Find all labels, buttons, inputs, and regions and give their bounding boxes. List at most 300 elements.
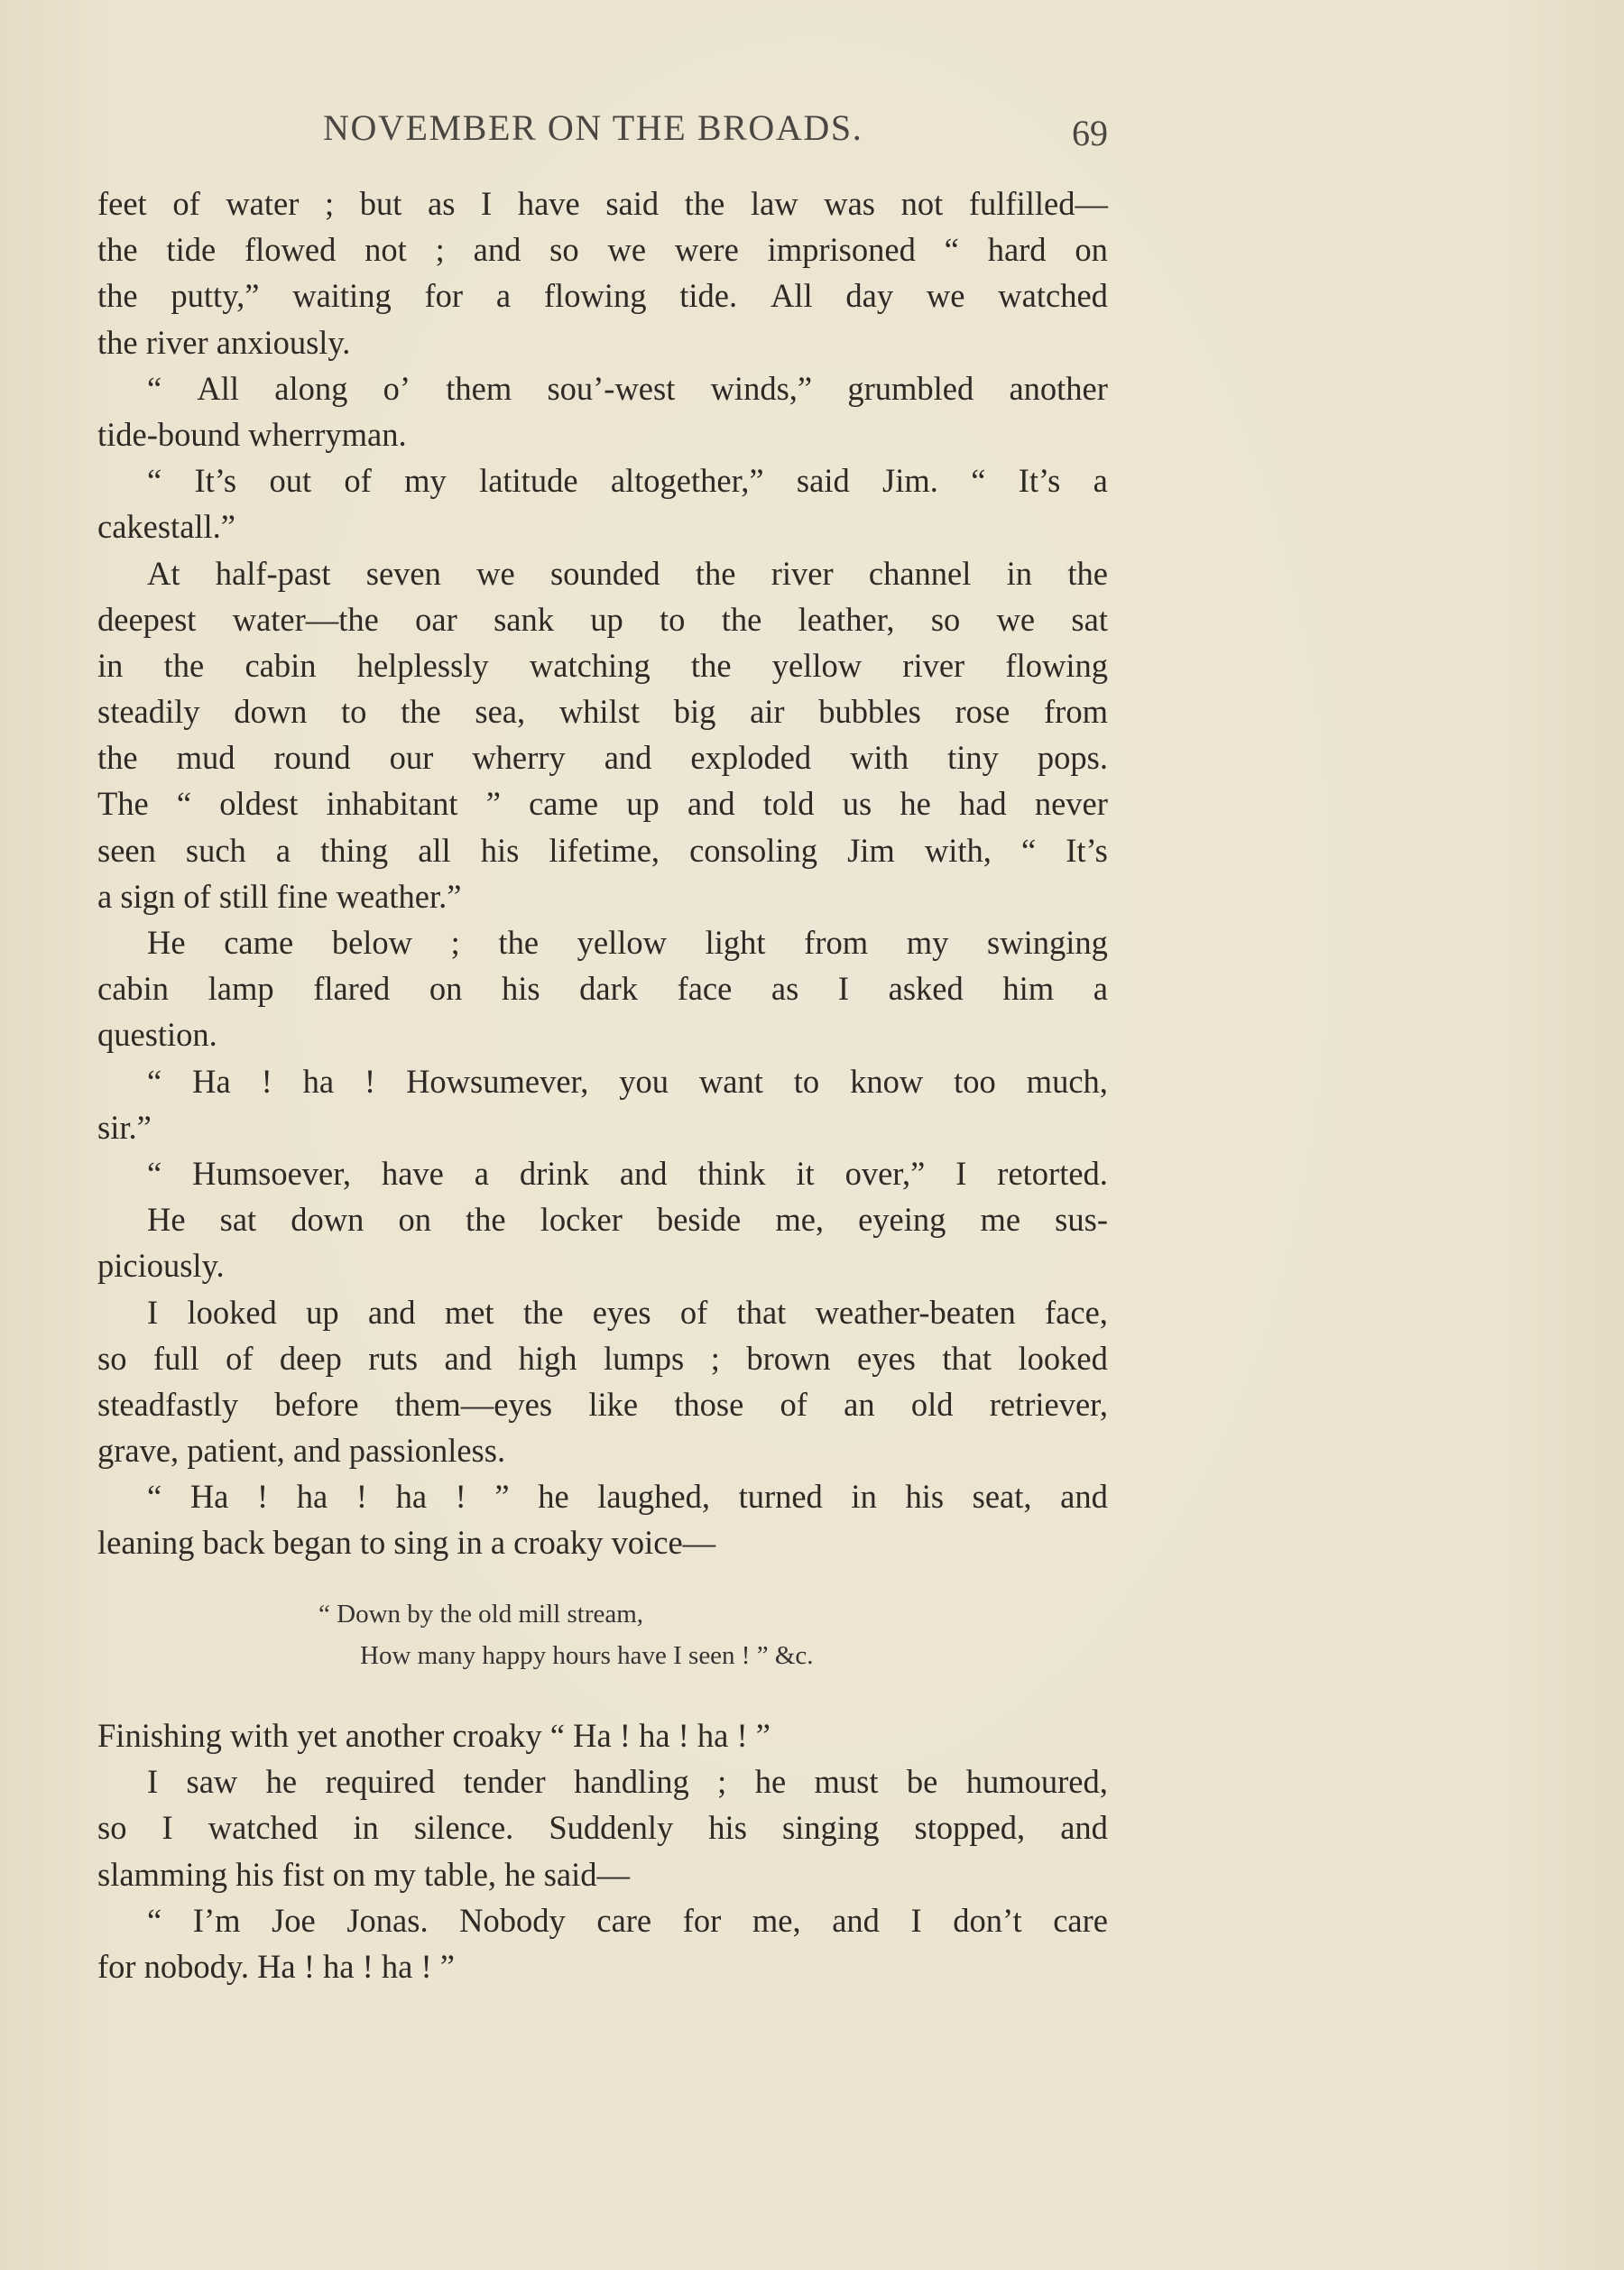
text-word: that xyxy=(736,1293,787,1331)
text-word: “ xyxy=(147,462,162,500)
text-word: cabin xyxy=(245,646,317,684)
text-word: sou’-west xyxy=(547,369,676,407)
text-word: me, xyxy=(775,1201,825,1239)
text-word: he xyxy=(265,1763,298,1801)
text-word: thing xyxy=(320,831,389,869)
main-text-block xyxy=(97,180,1108,1566)
text-word: ” xyxy=(485,785,501,823)
text-word: face, xyxy=(1045,1293,1108,1331)
text-word: the xyxy=(97,231,138,269)
text-word: Jim. xyxy=(882,462,938,500)
text-word: so xyxy=(930,600,961,638)
text-word: water xyxy=(226,185,300,222)
text-word: pops. xyxy=(1037,739,1108,777)
text-line xyxy=(97,965,1108,1011)
text-word: mud xyxy=(176,739,235,777)
text-word: ha xyxy=(296,1478,328,1516)
text-word: air xyxy=(750,693,785,731)
text-word: ; xyxy=(435,231,445,269)
text-word: seat, xyxy=(972,1478,1032,1516)
text-word: beside xyxy=(656,1201,742,1239)
text-word: we xyxy=(996,600,1036,638)
text-word: exploded xyxy=(690,739,812,777)
text-line xyxy=(97,1289,1108,1335)
text-word: were xyxy=(674,231,739,269)
text-word: have xyxy=(517,185,580,222)
text-word: and xyxy=(832,1901,880,1939)
text-word: and xyxy=(1060,1478,1108,1516)
text-word: It’s xyxy=(1018,462,1061,500)
text-word: my xyxy=(906,924,949,961)
text-word: before xyxy=(274,1385,359,1423)
text-line: piciously. xyxy=(97,1247,225,1285)
text-word: in xyxy=(1006,554,1033,592)
text-word: ” xyxy=(494,1478,510,1516)
text-word: I’m xyxy=(192,1901,241,1939)
text-word: much, xyxy=(1026,1062,1108,1100)
text-word: big xyxy=(673,693,716,731)
text-word: as xyxy=(428,185,456,222)
text-word: leather, xyxy=(798,600,895,638)
text-word: consoling xyxy=(689,831,818,869)
text-word: think xyxy=(697,1154,766,1192)
text-word: water—the xyxy=(232,600,379,638)
text-word: with xyxy=(850,739,909,777)
text-line xyxy=(97,550,1108,596)
text-line xyxy=(97,1758,1108,1804)
text-word: oldest xyxy=(219,785,299,823)
text-word: up xyxy=(306,1293,339,1331)
text-line: Finishing with yet another croaky “ Ha ! ha ! ha ! ” xyxy=(97,1717,770,1754)
text-word: we xyxy=(607,231,647,269)
text-word: I xyxy=(147,1763,159,1801)
text-word: channel xyxy=(868,554,972,592)
text-word: tender xyxy=(463,1763,546,1801)
text-word: we xyxy=(476,554,515,592)
text-word: seven xyxy=(365,554,441,592)
text-word: our xyxy=(389,739,434,777)
text-word: “ xyxy=(147,1154,162,1192)
text-line xyxy=(97,365,1108,411)
text-word: so xyxy=(97,1809,127,1847)
text-word: his xyxy=(708,1809,747,1847)
text-word: met xyxy=(444,1293,494,1331)
text-word: The xyxy=(97,785,149,823)
text-word: altogether,” xyxy=(610,462,764,500)
text-word: flowing xyxy=(543,277,647,315)
text-word: Joe xyxy=(272,1901,316,1939)
text-word: a xyxy=(474,1154,489,1192)
text-line: question. xyxy=(97,1016,217,1054)
text-line xyxy=(97,1196,1108,1242)
text-word: At xyxy=(147,554,180,592)
text-word: care xyxy=(596,1901,652,1939)
text-word: came xyxy=(224,924,294,961)
verse-line: How many happy hours have I seen ! ” &c. xyxy=(360,1641,814,1670)
text-word: my xyxy=(404,462,447,500)
text-word: “ xyxy=(147,369,162,407)
text-word: be xyxy=(906,1763,938,1801)
text-word: said xyxy=(796,462,850,500)
text-word: deep xyxy=(279,1339,342,1377)
text-line xyxy=(97,642,1108,688)
text-word: don’t xyxy=(953,1901,1022,1939)
text-word: laughed, xyxy=(597,1478,710,1516)
text-line: a sign of still fine weather.” xyxy=(97,877,462,915)
text-line: grave, patient, and passionless. xyxy=(97,1432,506,1470)
text-word: to xyxy=(660,600,686,638)
text-word: out xyxy=(269,462,312,500)
page-header xyxy=(97,106,1108,161)
text-word: the xyxy=(401,693,441,731)
text-line xyxy=(97,457,1108,503)
text-word: weather-beaten xyxy=(815,1293,1016,1331)
text-word: the xyxy=(97,739,138,777)
text-word: whilst xyxy=(558,693,641,731)
text-word: seen xyxy=(97,831,156,869)
text-word: dark xyxy=(579,970,638,1008)
text-line xyxy=(97,1473,1108,1519)
text-word: such xyxy=(185,831,246,869)
text-line: leaning back began to sing in a croaky voice— xyxy=(97,1524,716,1562)
text-word: another xyxy=(1009,369,1108,407)
text-word: for xyxy=(424,277,464,315)
text-word: I xyxy=(837,970,850,1008)
text-word: not xyxy=(364,231,407,269)
text-word: the xyxy=(690,646,732,684)
text-word: river xyxy=(770,554,834,592)
text-word: eyes xyxy=(857,1339,916,1377)
text-word: the xyxy=(522,1293,564,1331)
text-word: not xyxy=(900,185,944,222)
text-word: swinging xyxy=(987,924,1108,961)
text-word: said xyxy=(605,185,660,222)
text-word: flared xyxy=(313,970,391,1008)
text-word: silence. xyxy=(413,1809,514,1847)
text-word: old xyxy=(910,1385,954,1423)
text-word: watched xyxy=(208,1809,318,1847)
text-word: in xyxy=(851,1478,877,1516)
text-word: as xyxy=(770,970,799,1008)
text-word: and xyxy=(444,1339,493,1377)
song-quote xyxy=(318,1593,968,1676)
text-word: you xyxy=(619,1062,669,1100)
text-word: Nobody xyxy=(459,1901,566,1939)
text-word: that xyxy=(942,1339,992,1377)
text-word: me, xyxy=(752,1901,801,1939)
text-word: in xyxy=(97,646,124,684)
text-word: with, xyxy=(924,831,992,869)
text-word: “ xyxy=(1020,831,1037,869)
text-word: “ xyxy=(176,785,192,823)
text-word: over,” xyxy=(844,1154,926,1192)
text-word: locker xyxy=(540,1201,623,1239)
text-word: a xyxy=(1093,970,1108,1008)
text-line xyxy=(97,734,1108,780)
text-word: we xyxy=(926,277,965,315)
text-word: rose xyxy=(955,693,1010,731)
text-word: turned xyxy=(738,1478,823,1516)
text-word: I xyxy=(910,1901,922,1939)
text-word: face xyxy=(677,970,733,1008)
text-line xyxy=(97,1897,1108,1943)
text-word: up xyxy=(626,785,660,823)
text-word: on xyxy=(398,1201,431,1239)
text-word: asked xyxy=(888,970,964,1008)
text-word: and xyxy=(473,231,521,269)
text-word: them xyxy=(446,369,512,407)
text-word: and xyxy=(1060,1809,1108,1847)
text-word: It’s xyxy=(1066,831,1108,869)
text-word: light xyxy=(705,924,766,961)
text-word: but xyxy=(359,185,402,222)
text-word: Humsoever, xyxy=(192,1154,352,1192)
text-word: of xyxy=(172,185,200,222)
text-word: he xyxy=(754,1763,787,1801)
text-word: the xyxy=(163,646,205,684)
text-word: and xyxy=(619,1154,668,1192)
text-line: slamming his fist on my table, he said— xyxy=(97,1855,631,1893)
text-word: a xyxy=(1093,462,1108,500)
text-word: us xyxy=(842,785,872,823)
text-word: “ xyxy=(147,1062,162,1100)
text-word: law xyxy=(750,185,798,222)
text-word: retorted. xyxy=(997,1154,1108,1192)
text-word: latitude xyxy=(479,462,578,500)
text-line xyxy=(97,180,1108,226)
text-word: so xyxy=(97,1339,127,1377)
text-word: of xyxy=(344,462,372,500)
text-word: must xyxy=(814,1763,879,1801)
text-word: it xyxy=(796,1154,815,1192)
text-word: sank xyxy=(494,600,554,638)
text-word: his xyxy=(501,970,540,1008)
text-word: putty,” xyxy=(171,277,260,315)
text-word: a xyxy=(495,277,512,315)
text-word: ruts xyxy=(368,1339,419,1377)
text-word: all xyxy=(418,831,451,869)
text-word: ; xyxy=(710,1339,720,1377)
text-word: told xyxy=(762,785,815,823)
text-word: He xyxy=(147,924,186,961)
text-line xyxy=(97,1058,1108,1104)
text-word: hard xyxy=(987,231,1047,269)
text-word: an xyxy=(844,1385,875,1423)
text-word: retriever, xyxy=(989,1385,1108,1423)
text-line xyxy=(97,919,1108,965)
text-line xyxy=(97,596,1108,642)
text-word: Jonas. xyxy=(346,1901,429,1939)
text-word: below xyxy=(331,924,413,961)
text-word: he xyxy=(900,785,931,823)
text-word: deepest xyxy=(97,600,197,638)
text-word: lumps xyxy=(604,1339,685,1377)
text-word: sea, xyxy=(475,693,526,731)
text-line xyxy=(97,1335,1108,1381)
page-number: 69 xyxy=(1072,113,1108,153)
text-line xyxy=(97,272,1108,318)
text-word: watched xyxy=(998,277,1108,315)
text-word: ! xyxy=(455,1478,466,1516)
text-word: stopped, xyxy=(914,1809,1026,1847)
text-word: down xyxy=(234,693,308,731)
text-word: wherry xyxy=(472,739,566,777)
closing-text-block xyxy=(97,1712,1108,1989)
verse-line: “ Down by the old mill stream, xyxy=(318,1600,644,1629)
text-word: for xyxy=(682,1901,722,1939)
text-word: me xyxy=(980,1201,1021,1239)
text-word: never xyxy=(1034,785,1108,823)
text-word: sat xyxy=(1071,600,1108,638)
text-word: “ xyxy=(147,1901,162,1939)
text-word: cabin xyxy=(97,970,170,1008)
text-word: of xyxy=(226,1339,254,1377)
text-word: Suddenly xyxy=(549,1809,674,1847)
text-word: He xyxy=(147,1201,186,1239)
text-word: Jim xyxy=(847,831,895,869)
text-word: lamp xyxy=(208,970,274,1008)
text-word: sat xyxy=(219,1201,257,1239)
text-word: was xyxy=(824,185,876,222)
text-line: cakestall.” xyxy=(97,508,236,546)
text-word: steadfastly xyxy=(97,1385,239,1423)
text-word: like xyxy=(588,1385,639,1423)
text-word: the xyxy=(695,554,736,592)
text-word: “ xyxy=(971,462,986,500)
text-word: round xyxy=(273,739,351,777)
text-word: sus- xyxy=(1055,1201,1108,1239)
text-word: tide. xyxy=(679,277,738,315)
text-word: a xyxy=(275,831,291,869)
text-word: looked xyxy=(187,1293,277,1331)
text-word: yellow xyxy=(771,646,863,684)
text-word: and xyxy=(367,1293,416,1331)
text-word: down xyxy=(291,1201,364,1239)
text-word: the xyxy=(97,277,138,315)
text-word: It’s xyxy=(194,462,237,500)
text-word: Ha xyxy=(192,1062,231,1100)
text-word: winds,” xyxy=(710,369,813,407)
text-word: tide xyxy=(166,231,217,269)
running-title: NOVEMBER ON THE BROADS. xyxy=(323,107,863,148)
text-word: waiting xyxy=(292,277,392,315)
text-word: brown xyxy=(746,1339,831,1377)
text-word: his xyxy=(480,831,520,869)
text-word: of xyxy=(780,1385,807,1423)
text-word: saw xyxy=(186,1763,238,1801)
text-word: lifetime, xyxy=(549,831,660,869)
text-word: bubbles xyxy=(818,693,921,731)
text-word: and xyxy=(687,785,735,823)
text-word: eyes xyxy=(592,1293,651,1331)
text-word: Howsumever, xyxy=(406,1062,589,1100)
text-word: the xyxy=(498,924,540,961)
text-line xyxy=(97,827,1108,873)
text-word: the xyxy=(1067,554,1108,592)
text-word: and xyxy=(604,739,652,777)
text-word: All xyxy=(770,277,813,315)
text-word: required xyxy=(325,1763,436,1801)
text-word: them—eyes xyxy=(394,1385,553,1423)
text-word: care xyxy=(1053,1901,1108,1939)
text-word: along xyxy=(274,369,348,407)
text-line xyxy=(97,1150,1108,1196)
text-word: those xyxy=(674,1385,744,1423)
text-word: ! xyxy=(364,1062,376,1100)
text-word: in xyxy=(353,1809,379,1847)
text-word: handling xyxy=(574,1763,689,1801)
text-word: his xyxy=(905,1478,945,1516)
text-line xyxy=(97,780,1108,826)
text-word: ; xyxy=(717,1763,727,1801)
text-word: too xyxy=(954,1062,996,1100)
text-word: “ xyxy=(147,1478,162,1516)
text-word: came xyxy=(529,785,599,823)
text-word: feet xyxy=(97,185,147,222)
text-word: from xyxy=(804,924,869,961)
text-word: I xyxy=(481,185,493,222)
text-word: I xyxy=(147,1293,159,1331)
text-word: to xyxy=(793,1062,820,1100)
text-word: ; xyxy=(450,924,460,961)
text-word: on xyxy=(429,970,463,1008)
text-word: fulfilled— xyxy=(968,185,1108,222)
text-word: helplessly xyxy=(356,646,489,684)
text-word: the xyxy=(466,1201,506,1239)
text-word: imprisoned xyxy=(767,231,916,269)
text-line xyxy=(97,688,1108,734)
text-word: I xyxy=(955,1154,967,1192)
text-word: know xyxy=(850,1062,924,1100)
text-word: All xyxy=(197,369,240,407)
text-word: singing xyxy=(781,1809,880,1847)
text-line xyxy=(97,1381,1108,1427)
text-word: from xyxy=(1044,693,1108,731)
text-word: grumbled xyxy=(847,369,974,407)
text-line: tide-bound wherryman. xyxy=(97,415,407,453)
text-word: ; xyxy=(325,185,335,222)
text-word: flowing xyxy=(1005,646,1108,684)
text-word: inhabitant xyxy=(326,785,458,823)
text-word: him xyxy=(1002,970,1055,1008)
text-word: Ha xyxy=(189,1478,229,1516)
text-word: flowed xyxy=(244,231,337,269)
text-line xyxy=(97,226,1108,272)
text-word: had xyxy=(958,785,1007,823)
text-word: he xyxy=(538,1478,569,1516)
text-word: tiny xyxy=(947,739,999,777)
text-word: looked xyxy=(1018,1339,1108,1377)
text-word: ha xyxy=(302,1062,335,1100)
text-word: eyeing xyxy=(858,1201,946,1239)
text-word: to xyxy=(341,693,367,731)
text-word: the xyxy=(684,185,725,222)
text-line: the river anxiously. xyxy=(97,323,351,361)
text-word: up xyxy=(590,600,623,638)
text-word: day xyxy=(845,277,894,315)
text-word: drink xyxy=(519,1154,589,1192)
text-word: half-past xyxy=(215,554,331,592)
text-word: so xyxy=(549,231,579,269)
text-word: ! xyxy=(355,1478,367,1516)
text-word: river xyxy=(902,646,965,684)
text-line: sir.” xyxy=(97,1108,152,1146)
text-word: ! xyxy=(261,1062,272,1100)
text-word: yellow xyxy=(577,924,667,961)
text-word: sounded xyxy=(549,554,660,592)
text-line: for nobody. Ha ! ha ! ha ! ” xyxy=(97,1947,455,1985)
text-word: want xyxy=(698,1062,763,1100)
